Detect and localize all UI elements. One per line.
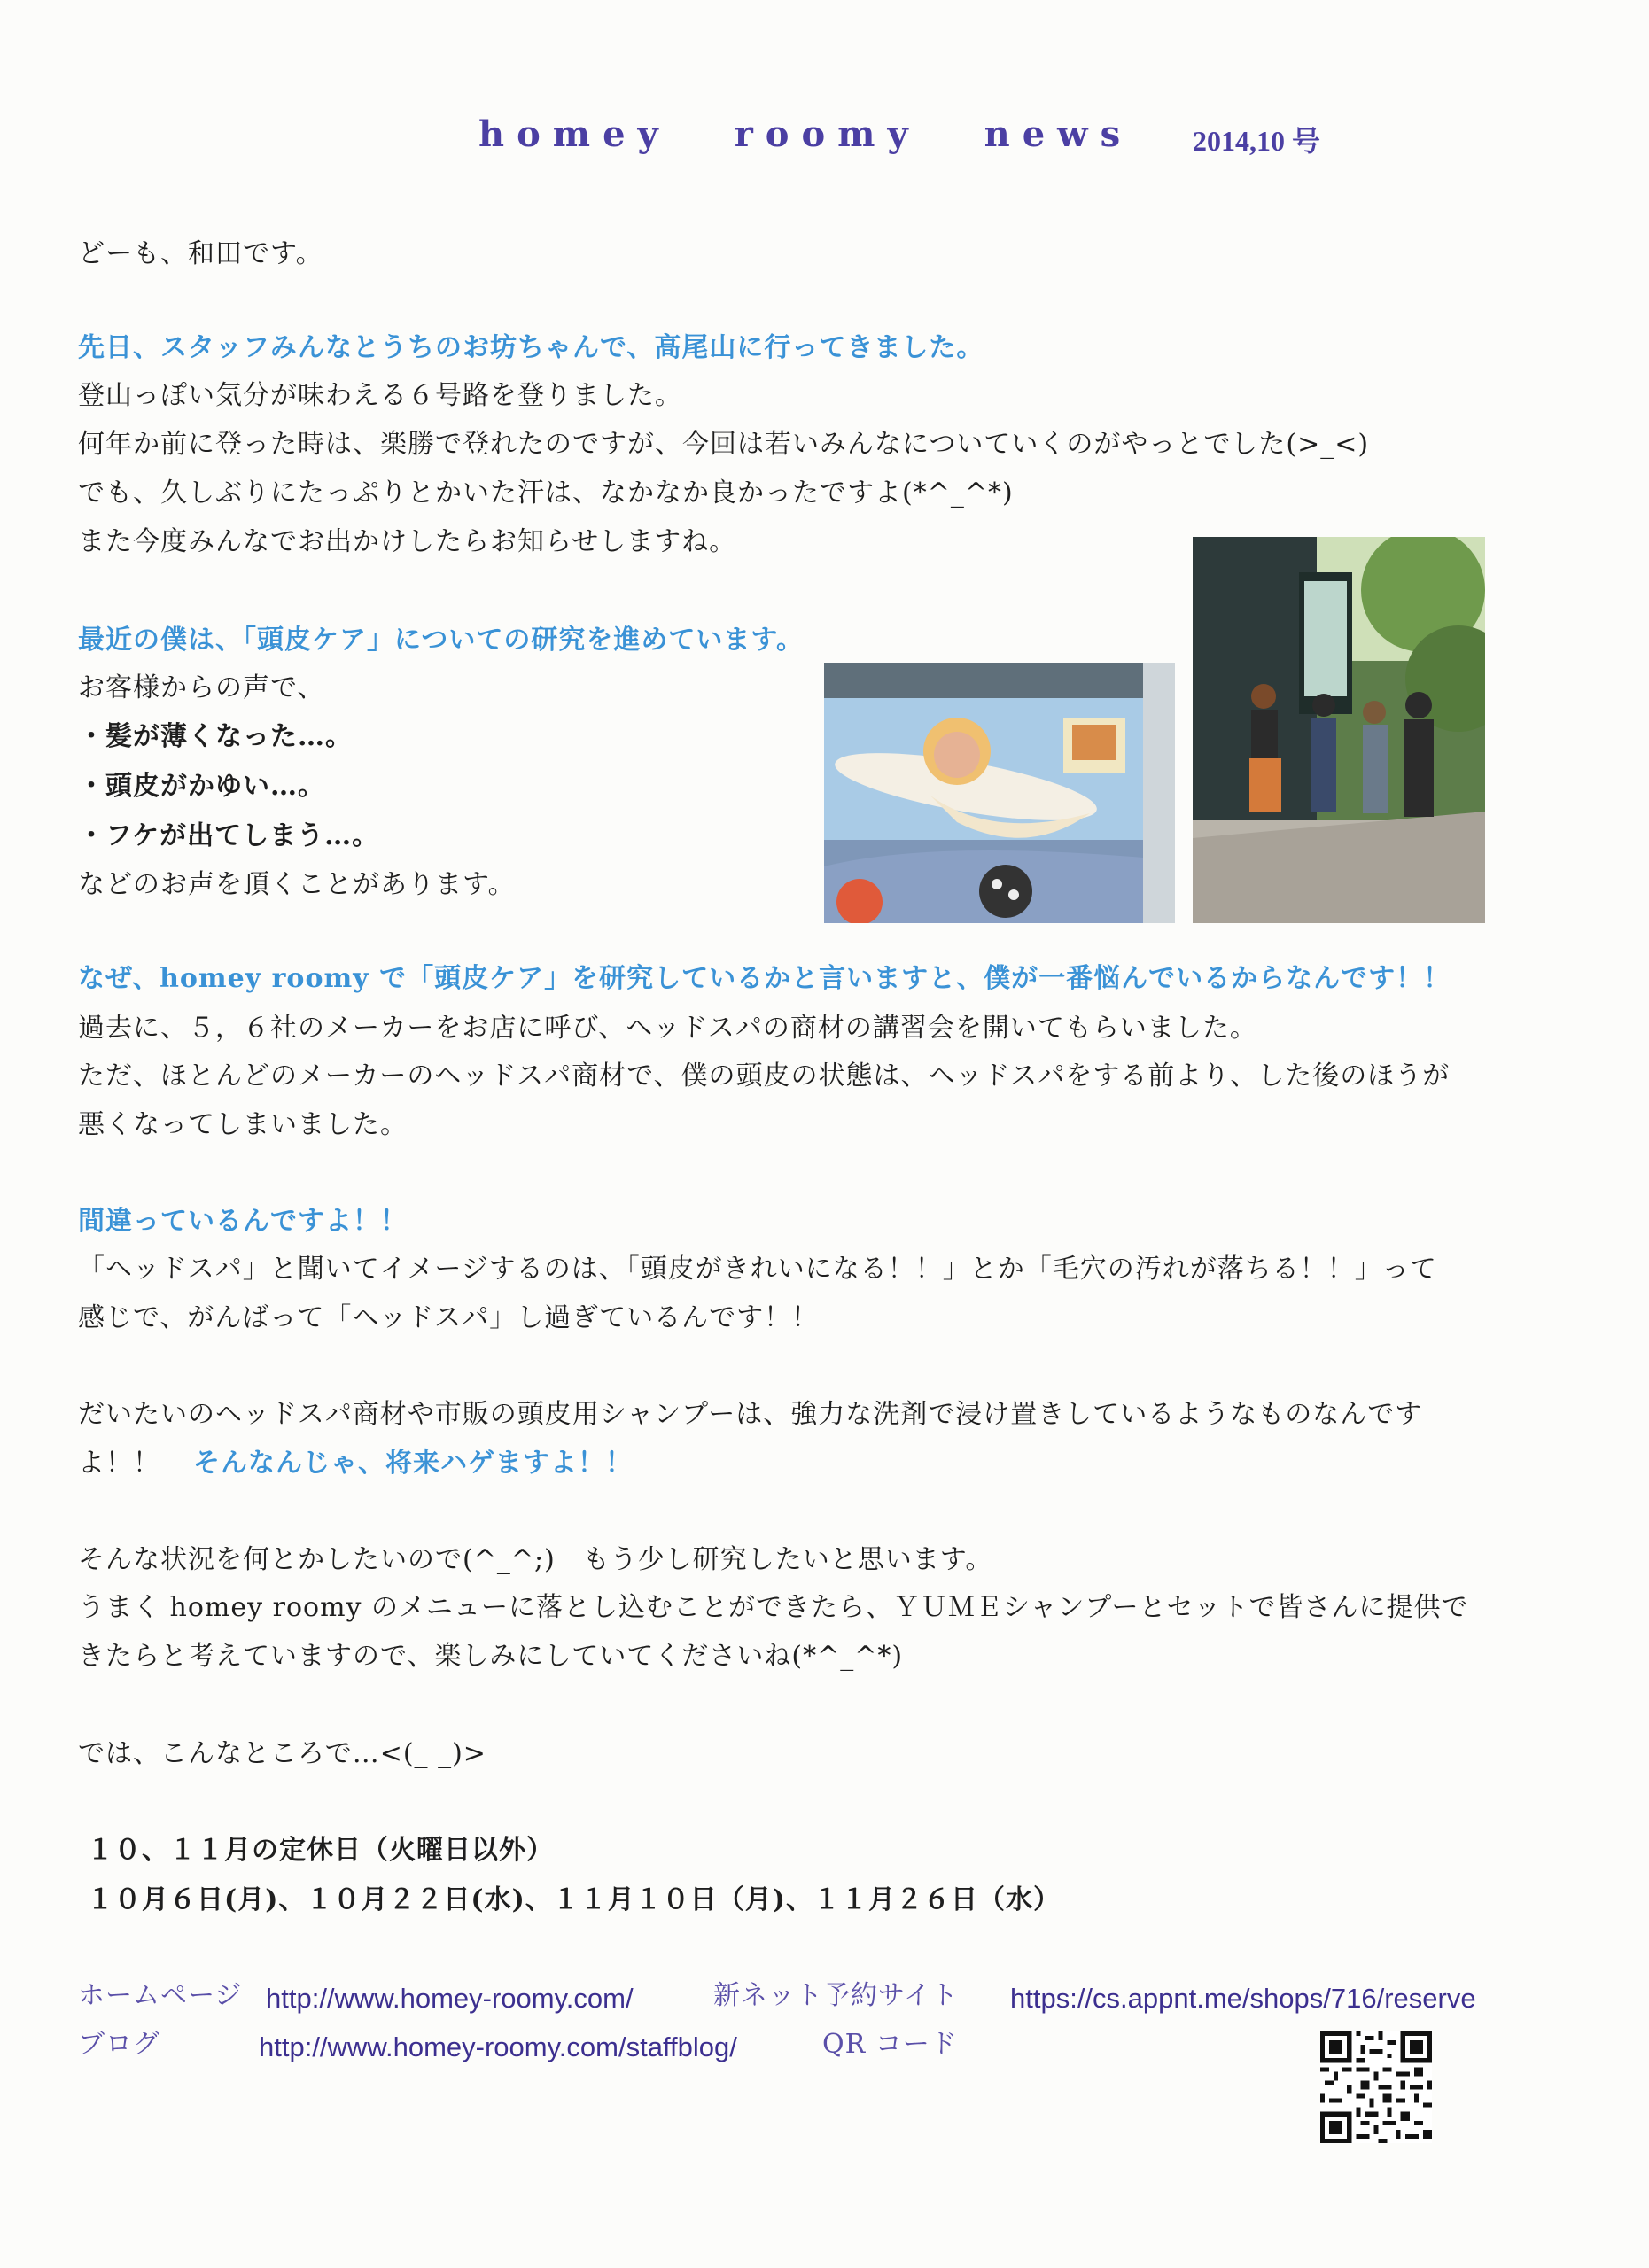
section5-line: だいたいのヘッドスパ商材や市販の頭皮用シャンプーは、強力な洗剤で浸け置きしているようなものなんです bbox=[78, 1399, 1423, 1430]
homepage-link[interactable]: http://www.homey-roomy.com/ bbox=[266, 1983, 634, 2014]
section2-heading: 最近の僕は、「頭皮ケア」についての研究を進めています。 bbox=[78, 625, 804, 656]
section3-line: 過去に、５，６社のメーカーをお店に呼び、ヘッドスパの商材の講習会を開いてもらいました。 bbox=[78, 1013, 1257, 1044]
homepage-label: ホームページ bbox=[78, 1980, 243, 2011]
bullet-item: ・髪が薄くなった…。 bbox=[78, 721, 353, 752]
section4-heading: 間違っているんですよ！！ bbox=[78, 1206, 408, 1237]
section2-intro: お客様からの声で、 bbox=[78, 672, 325, 703]
section1-line: でも、久しぶりにたっぷりとかいた汗は、なかなか良かったですよ(*^_^*) bbox=[78, 478, 1014, 509]
face-cutout-board-photo bbox=[824, 663, 1175, 923]
section5-emphasis: そんなんじゃ、将来ハゲますよ！！ bbox=[193, 1448, 633, 1479]
issue-number: 2014,10 号 bbox=[1193, 125, 1321, 157]
section1-line: 登山っぽい気分が味わえる６号路を登りました。 bbox=[78, 380, 682, 411]
section2-outro: などのお声を頂くことがあります。 bbox=[78, 869, 516, 900]
section3-line: 悪くなってしまいました。 bbox=[78, 1109, 408, 1140]
section4-line: 「ヘッドスパ」と聞いてイメージするのは、「頭皮がきれいになる！！」とか「毛穴の汚れが落ちる！！」って bbox=[78, 1254, 1437, 1285]
section3-heading: なぜ、homey roomy で「頭皮ケア」を研究しているかと言いますと、僕が一番悩んでいるからなんです！！ bbox=[78, 963, 1451, 994]
section5-line-start: よ！！ bbox=[78, 1448, 160, 1479]
blog-link[interactable]: http://www.homey-roomy.com/staffblog/ bbox=[259, 2031, 737, 2062]
blog-label: ブログ bbox=[78, 2029, 160, 2060]
holidays-title: １０、１１月の定休日（火曜日以外） bbox=[87, 1835, 554, 1866]
qr-label: QR コード bbox=[822, 2029, 958, 2060]
greeting: どーも、和田です。 bbox=[78, 238, 323, 269]
bullet-item: ・フケが出てしまう…。 bbox=[78, 820, 380, 851]
section6-line: うまく homey roomy のメニューに落とし込むことができたら、ＹＵＭＥシャンプーとセットで皆さんに提供で bbox=[78, 1592, 1469, 1623]
qr-code-icon[interactable] bbox=[1320, 2031, 1432, 2143]
section1-line: 何年か前に登った時は、楽勝で登れたのですが、今回は若いみんなについていくのがやっとでした(>_<) bbox=[78, 429, 1370, 460]
section1-heading: 先日、スタッフみんなとうちのお坊ちゃんで、高尾山に行ってきました。 bbox=[78, 332, 984, 363]
section6-line: きたらと考えていますので、楽しみにしていてくださいね(*^_^*) bbox=[78, 1641, 904, 1672]
closing-line: では、こんなところで…<(_ _)> bbox=[78, 1738, 486, 1769]
newsletter-title: homey roomy news bbox=[478, 113, 1133, 155]
section4-line: 感じで、がんばって「ヘッドスパ」し過ぎているんです！！ bbox=[78, 1302, 820, 1333]
section6-line: そんな状況を何とかしたいので(^_^;) もう少し研究したいと思います。 bbox=[78, 1544, 993, 1575]
reserve-link[interactable]: https://cs.appnt.me/shops/716/reserve bbox=[1010, 1983, 1476, 2014]
section1-line: また今度みんなでお出かけしたらお知らせしますね。 bbox=[78, 526, 737, 557]
bullet-item: ・頭皮がかゆい…。 bbox=[78, 771, 325, 802]
mount-takao-group-photo bbox=[1193, 537, 1485, 923]
reserve-label: 新ネット予約サイト bbox=[713, 1980, 959, 2011]
section3-line: ただ、ほとんどのメーカーのヘッドスパ商材で、僕の頭皮の状態は、ヘッドスパをする前より、した後のほうが bbox=[78, 1060, 1451, 1091]
holidays-dates: １０月６日(月)、１０月２２日(水)、１１月１０日（月)、１１月２６日（水） bbox=[87, 1884, 1061, 1915]
